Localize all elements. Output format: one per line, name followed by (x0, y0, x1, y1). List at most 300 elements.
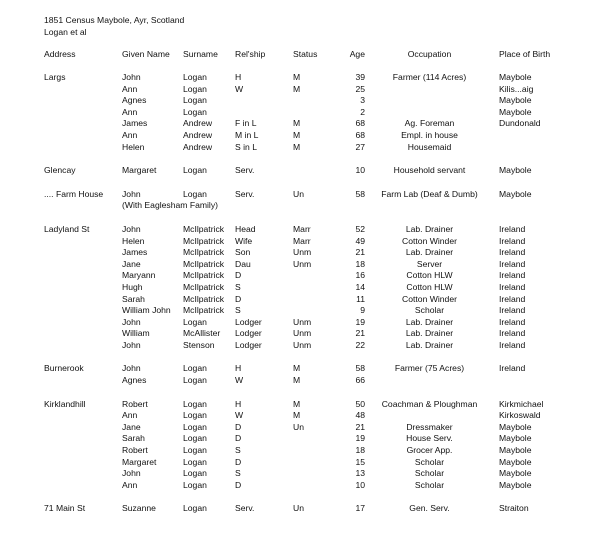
table-row (44, 410, 597, 422)
cell-birthplace: Kilis...aig (499, 83, 534, 94)
table-row (44, 130, 597, 142)
header-occupation: Occupation (407, 49, 452, 59)
cell-status: M (293, 398, 301, 409)
cell-given-name: Sarah (122, 293, 145, 304)
cell-address (44, 118, 122, 130)
title-line-2: Logan et al (44, 27, 87, 37)
cell-occupation: Cotton Winder (402, 293, 457, 304)
table-row (44, 95, 597, 107)
note-text: (With Eaglesham Family) (122, 200, 218, 211)
cell-occupation: Empl. in house (401, 129, 458, 140)
cell-age: 18 (355, 445, 365, 456)
cell-age: 19 (355, 316, 365, 327)
cell-age: 9 (360, 305, 365, 316)
cell-surname: Logan (183, 375, 207, 386)
cell-age: 15 (355, 456, 365, 467)
cell-relship: Serv. (235, 503, 255, 514)
table-row (44, 72, 597, 84)
table-row (44, 142, 597, 154)
cell-birthplace: Kirkmichael (499, 398, 544, 409)
cell-relship: D (235, 433, 242, 444)
cell-surname: McAllister (183, 328, 221, 339)
cell-surname: Andrew (183, 129, 213, 140)
table-row (44, 433, 597, 445)
table-row (44, 165, 597, 177)
table-row (44, 340, 597, 352)
cell-relship: D (235, 479, 242, 490)
table-row (44, 84, 597, 96)
cell-given-name: John (122, 316, 141, 327)
cell-occupation: Gen. Serv. (409, 503, 450, 514)
cell-relship: S (235, 305, 241, 316)
cell-birthplace: Maybole (499, 72, 532, 82)
header-row (44, 49, 597, 62)
cell-given-name: John (122, 468, 141, 479)
table-row (44, 503, 597, 515)
cell-status (293, 480, 329, 492)
cell-status: Un (293, 503, 304, 514)
cell-address (44, 445, 122, 457)
table-row (44, 468, 597, 480)
cell-birthplace: Ireland (499, 281, 526, 292)
cell-status: Marr (293, 223, 311, 234)
cell-surname: Logan (183, 188, 207, 199)
cell-status: M (293, 83, 301, 94)
cell-relship: H (235, 72, 242, 82)
cell-status (293, 305, 329, 317)
header-given-name: Given Name (122, 49, 170, 59)
cell-surname: Logan (183, 83, 207, 94)
cell-given-name: John (122, 339, 141, 350)
cell-surname: Logan (183, 95, 207, 106)
header-address: Address (44, 49, 76, 59)
cell-occupation: Coachman & Ploughman (381, 398, 478, 409)
cell-status (293, 445, 329, 457)
cell-birthplace: Straiton (499, 503, 529, 514)
cell-age: 10 (355, 479, 365, 490)
cell-relship (235, 107, 293, 119)
cell-surname: McIlpatrick (183, 258, 225, 269)
cell-age: 49 (355, 235, 365, 246)
cell-status: M (293, 118, 301, 129)
section-spacer (44, 153, 597, 165)
cell-age: 11 (356, 293, 365, 304)
cell-occupation: Lab. Drainer (405, 328, 454, 339)
cell-address (44, 270, 122, 282)
cell-status: M (293, 363, 301, 374)
cell-birthplace: Maybole (499, 456, 532, 467)
cell-birthplace: Ireland (499, 235, 526, 246)
cell-occupation: Farmer (114 Acres) (392, 72, 467, 82)
cell-given-name: Robert (122, 445, 148, 456)
table-row (44, 480, 597, 492)
cell-relship: S (235, 468, 241, 479)
cell-occupation: Scholar (414, 456, 445, 467)
cell-birthplace: Maybole (499, 95, 532, 106)
cell-given-name: Agnes (122, 375, 147, 386)
cell-occupation (365, 107, 494, 119)
note-row (44, 200, 597, 212)
cell-status: M (293, 375, 301, 386)
cell-given-name: Suzanne (122, 503, 156, 514)
cell-status: M (293, 72, 301, 82)
cell-address (44, 468, 122, 480)
cell-address (44, 410, 122, 422)
cell-occupation: Farmer (75 Acres) (394, 363, 465, 374)
cell-given-name: Helen (122, 235, 145, 246)
cell-address: Largs (44, 72, 66, 82)
cell-surname: Logan (183, 445, 207, 456)
cell-relship: W (235, 83, 244, 94)
cell-age: 18 (355, 258, 365, 269)
cell-surname: Logan (183, 503, 207, 514)
table-row (44, 363, 597, 375)
cell-given-name: William (122, 328, 150, 339)
cell-address: Kirklandhill (44, 398, 86, 409)
cell-given-name: Robert (122, 398, 148, 409)
table-row (44, 375, 597, 387)
cell-age: 39 (355, 72, 365, 82)
cell-occupation: Server (416, 258, 443, 269)
cell-given-name: James (122, 247, 148, 258)
cell-age: 50 (355, 398, 365, 409)
cell-birthplace: Ireland (499, 363, 526, 374)
section-spacer (44, 351, 597, 363)
cell-address (44, 422, 122, 434)
header-surname: Surname (183, 49, 218, 59)
cell-birthplace: Ireland (499, 258, 526, 269)
cell-address (44, 247, 122, 259)
cell-relship: S in L (235, 141, 257, 152)
cell-status: Unm (293, 328, 312, 339)
cell-surname: McIlpatrick (183, 293, 225, 304)
cell-relship: Lodger (235, 339, 262, 350)
table-row (44, 259, 597, 271)
cell-birthplace: Ireland (499, 305, 526, 316)
cell-birthplace: Maybole (499, 445, 532, 456)
table-row (44, 118, 597, 130)
table-row (44, 399, 597, 411)
cell-relship: D (235, 456, 242, 467)
cell-address (44, 340, 122, 352)
cell-birthplace (494, 375, 597, 387)
cell-age: 13 (355, 468, 365, 479)
cell-relship: W (235, 375, 244, 386)
cell-relship: D (235, 421, 242, 432)
cell-relship: F in L (235, 118, 257, 129)
table-row (44, 107, 597, 119)
cell-given-name: John (122, 188, 141, 199)
cell-given-name: Ann (122, 106, 138, 117)
cell-status: Marr (293, 235, 311, 246)
cell-occupation: Cotton HLW (406, 270, 453, 281)
cell-surname: Logan (183, 363, 207, 374)
cell-occupation: Ag. Foreman (404, 118, 455, 129)
cell-address (44, 457, 122, 469)
cell-age: 48 (355, 410, 365, 421)
cell-address (44, 328, 122, 340)
cell-relship: Lodger (235, 328, 262, 339)
cell-birthplace: Maybole (499, 188, 532, 199)
cell-surname: McIlpatrick (183, 235, 225, 246)
cell-address: .... Farm House (44, 188, 104, 199)
section-spacer (44, 177, 597, 189)
cell-occupation: Housemaid (407, 141, 452, 152)
cell-address: Burnerook (44, 363, 84, 374)
cell-surname: Stenson (183, 339, 215, 350)
cell-address (44, 433, 122, 445)
cell-age: 10 (355, 165, 365, 176)
cell-occupation: Farm Lab (Deaf & Dumb) (381, 188, 478, 199)
cell-age: 52 (355, 223, 365, 234)
cell-age: 14 (355, 281, 365, 292)
cell-age: 66 (355, 375, 365, 386)
cell-occupation: Scholar (414, 479, 445, 490)
document-title (44, 14, 184, 38)
cell-surname: Logan (183, 165, 207, 176)
table-row (44, 189, 597, 201)
cell-surname: McIlpatrick (183, 305, 225, 316)
cell-surname: Logan (183, 106, 207, 117)
cell-status (293, 107, 329, 119)
cell-given-name: Jane (122, 258, 141, 269)
cell-given-name: Ann (122, 410, 138, 421)
cell-birthplace: Ireland (499, 316, 526, 327)
section-spacer (44, 387, 597, 399)
cell-age: 17 (355, 503, 365, 514)
cell-birthplace: Dundonald (499, 118, 541, 129)
cell-status: M (293, 129, 301, 140)
cell-status (293, 282, 329, 294)
cell-address (44, 305, 122, 317)
cell-address (44, 317, 122, 329)
cell-birthplace (494, 130, 597, 142)
cell-surname: McIlpatrick (183, 247, 225, 258)
cell-occupation: Cotton HLW (406, 281, 453, 292)
cell-occupation (365, 410, 494, 422)
cell-address: Ladyland St (44, 223, 90, 234)
census-body (44, 72, 597, 515)
cell-occupation: Scholar (414, 305, 445, 316)
cell-relship: Lodger (235, 316, 262, 327)
cell-given-name: Ann (122, 479, 138, 490)
cell-surname: Logan (183, 410, 207, 421)
cell-age: 16 (355, 270, 365, 281)
cell-birthplace: Ireland (499, 223, 526, 234)
cell-occupation (365, 95, 494, 107)
cell-address: Glencay (44, 165, 76, 176)
cell-age: 25 (355, 83, 365, 94)
cell-birthplace (494, 142, 597, 154)
cell-given-name: Helen (122, 141, 145, 152)
cell-address (44, 84, 122, 96)
cell-surname: Logan (183, 316, 207, 327)
cell-birthplace: Ireland (499, 293, 526, 304)
cell-address (44, 107, 122, 119)
cell-status: Un (293, 188, 304, 199)
cell-status (293, 433, 329, 445)
census-table (44, 49, 597, 515)
cell-age: 58 (355, 188, 365, 199)
table-row (44, 282, 597, 294)
cell-status: Unm (293, 258, 312, 269)
cell-relship: D (235, 293, 242, 304)
cell-surname: Andrew (183, 118, 213, 129)
table-row (44, 294, 597, 306)
cell-birthplace: Maybole (499, 479, 532, 490)
cell-relship (235, 95, 293, 107)
cell-occupation: House Serv. (406, 433, 453, 444)
cell-given-name: John (122, 223, 141, 234)
cell-address (44, 130, 122, 142)
cell-given-name: Margaret (122, 165, 157, 176)
cell-surname: McIlpatrick (183, 281, 225, 292)
section-spacer (44, 491, 597, 503)
cell-occupation: Dressmaker (406, 421, 453, 432)
cell-birthplace: Ireland (499, 339, 526, 350)
cell-relship: Wife (235, 235, 253, 246)
cell-birthplace: Maybole (499, 106, 532, 117)
cell-occupation: Household servant (393, 165, 466, 176)
table-row (44, 457, 597, 469)
cell-relship: H (235, 398, 242, 409)
cell-age: 22 (355, 339, 365, 350)
cell-birthplace: Ireland (499, 328, 526, 339)
cell-age: 58 (355, 363, 365, 374)
table-row (44, 305, 597, 317)
cell-status (293, 165, 329, 177)
cell-surname: Logan (183, 72, 207, 82)
cell-birthplace: Ireland (499, 247, 526, 258)
cell-surname: Logan (183, 468, 207, 479)
table-row (44, 422, 597, 434)
cell-occupation: Grocer App. (406, 445, 453, 456)
cell-given-name: Maryann (122, 270, 156, 281)
cell-address (44, 95, 122, 107)
cell-age: 2 (360, 106, 365, 117)
cell-status: Unm (293, 316, 312, 327)
cell-birthplace: Kirkoswald (499, 410, 541, 421)
cell-age: 27 (355, 141, 365, 152)
cell-age: 21 (355, 328, 365, 339)
cell-given-name: Sarah (122, 433, 145, 444)
header-birthplace: Place of Birth (499, 49, 551, 59)
cell-relship: Serv. (235, 188, 255, 199)
cell-relship: Head (235, 223, 256, 234)
cell-given-name: Ann (122, 83, 138, 94)
cell-age: 21 (355, 421, 365, 432)
table-row (44, 270, 597, 282)
cell-age: 68 (355, 118, 365, 129)
cell-relship: Dau (235, 258, 251, 269)
cell-status (293, 294, 329, 306)
section-spacer (44, 212, 597, 224)
cell-address (44, 282, 122, 294)
cell-status (293, 270, 329, 282)
title-line-1: 1851 Census Maybole, Ayr, Scotland (44, 15, 185, 25)
cell-birthplace: Maybole (499, 165, 532, 176)
cell-surname: McIlpatrick (183, 223, 225, 234)
cell-age: 3 (360, 95, 365, 106)
cell-occupation: Cotton Winder (402, 235, 457, 246)
cell-status: M (293, 410, 301, 421)
cell-relship: W (235, 410, 244, 421)
cell-address (44, 142, 122, 154)
cell-given-name: James (122, 118, 148, 129)
cell-occupation: Lab. Drainer (405, 316, 454, 327)
cell-status: M (293, 141, 301, 152)
table-row (44, 224, 597, 236)
table-row (44, 247, 597, 259)
cell-relship: Serv. (235, 165, 255, 176)
cell-occupation: Lab. Drainer (405, 339, 454, 350)
cell-surname: Logan (183, 398, 207, 409)
cell-age: 68 (355, 129, 365, 140)
table-row (44, 236, 597, 248)
cell-birthplace: Maybole (499, 468, 532, 479)
cell-relship: M in L (235, 129, 259, 140)
cell-given-name: Ann (122, 129, 138, 140)
cell-given-name: Agnes (122, 95, 147, 106)
cell-status (293, 457, 329, 469)
cell-address: 71 Main St (44, 503, 86, 514)
cell-relship: H (235, 363, 242, 374)
cell-given-name: Margaret (122, 456, 157, 467)
cell-given-name: William John (122, 305, 171, 316)
cell-given-name: Hugh (122, 281, 143, 292)
cell-status (293, 95, 329, 107)
cell-occupation (365, 375, 494, 387)
cell-address (44, 294, 122, 306)
cell-status: Unm (293, 247, 312, 258)
cell-address (44, 236, 122, 248)
cell-age: 21 (355, 247, 365, 258)
cell-status (293, 468, 329, 480)
cell-relship: S (235, 281, 241, 292)
table-row (44, 317, 597, 329)
header-spacer (44, 62, 597, 72)
header-status: Status (293, 49, 318, 59)
cell-address (44, 375, 122, 387)
cell-surname: Logan (183, 456, 207, 467)
table-row (44, 445, 597, 457)
cell-surname: Andrew (183, 141, 213, 152)
cell-surname: Logan (183, 433, 207, 444)
cell-relship: D (235, 270, 242, 281)
cell-surname: McIlpatrick (183, 270, 225, 281)
cell-surname: Logan (183, 421, 207, 432)
cell-given-name: Jane (122, 421, 141, 432)
cell-relship: Son (235, 247, 251, 258)
cell-address (44, 259, 122, 271)
cell-surname: Logan (183, 479, 207, 490)
cell-relship: S (235, 445, 241, 456)
header-age: Age (349, 49, 365, 59)
cell-birthplace: Maybole (499, 421, 532, 432)
cell-status: Un (293, 421, 304, 432)
cell-address (44, 480, 122, 492)
cell-status: Unm (293, 339, 312, 350)
cell-occupation: Scholar (414, 468, 445, 479)
table-row (44, 328, 597, 340)
cell-age: 19 (355, 433, 365, 444)
cell-birthplace: Maybole (499, 433, 532, 444)
cell-occupation: Lab. Drainer (405, 223, 454, 234)
cell-given-name: John (122, 72, 141, 82)
header-relship: Rel'ship (235, 49, 266, 59)
cell-birthplace: Ireland (499, 270, 526, 281)
cell-occupation (365, 84, 494, 96)
